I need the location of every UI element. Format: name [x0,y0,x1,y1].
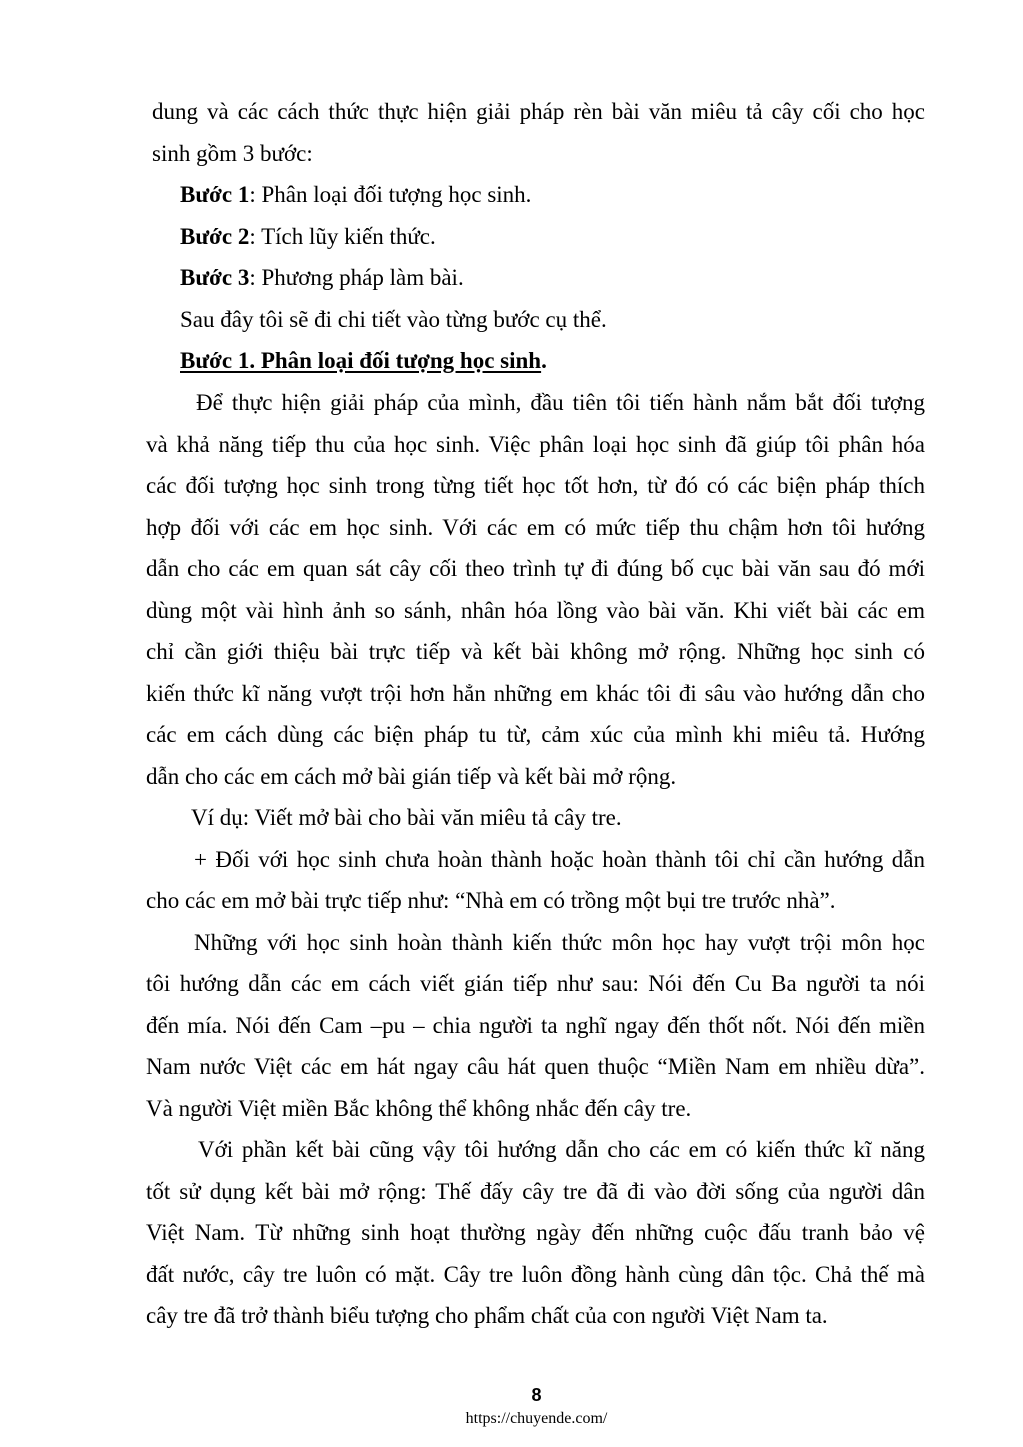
text-line: dẫn cho các em quan sát cây cối theo trình tự đi đúng bố cục bài văn sau đó mới [146,556,925,581]
text-line: Ví dụ: Viết mở bài cho bài văn miêu tả cây tre. [191,805,622,830]
step-2 [180,223,436,251]
text-line: cây tre đã trở thành biểu tượng cho phẩm chất của con người Việt Nam ta. [146,1303,828,1328]
text-line: dung và các cách thức thực hiện giải pháp rèn bài văn miêu tả cây cối cho học [152,99,925,124]
text-line: Sau đây tôi sẽ đi chi tiết vào từng bước cụ thể. [180,307,607,332]
text-line: các đối tượng học sinh trong từng tiết học tốt hơn, từ đó có các biện pháp thích [146,473,925,498]
footer-url[interactable]: https://chuyende.com/ [465,1410,608,1427]
text-line: chỉ cần giới thiệu bài trực tiếp và kết bài không mở rộng. Những học sinh có [146,639,925,664]
step-text: : Phương pháp làm bài. [249,265,464,290]
text-line: đến mía. Nói đến Cam –pu – chia người ta nghĩ ngay đến thốt nốt. Nói đến miền [146,1013,925,1038]
section-heading-end: . [541,348,547,373]
text-line: cho các em mở bài trực tiếp như: “Nhà em có trồng một bụi tre trước nhà”. [146,888,836,913]
page-number: 8 [531,1385,542,1405]
step-label: Bước 2 [180,224,250,249]
text-line: tốt sử dụng kết bài mở rộng: Thế đấy cây tre đã đi vào đời sống của người dân [146,1179,925,1204]
text-line: đất nước, cây tre luôn có mặt. Cây tre luôn đồng hành cùng dân tộc. Chả thế mà [146,1262,925,1287]
text-line: sinh gồm 3 bước: [152,141,313,166]
step-text: : Tích lũy kiến thức. [249,224,436,249]
section-heading-text: Bước 1. Phân loại đối tượng học sinh [180,348,542,373]
text-line: Với phần kết bài cũng vậy tôi hướng dẫn cho các em có kiến thức kĩ năng [198,1137,925,1162]
text-line: dùng một vài hình ảnh so sánh, nhân hóa lồng vào bài văn. Khi viết bài các em [146,598,925,623]
text-line: các em cách dùng các biện pháp tu từ, cảm xúc của mình khi miêu tả. Hướng [146,722,925,747]
text-line: Để thực hiện giải pháp của mình, đầu tiên tôi tiến hành nắm bắt đối tượng [196,390,925,415]
text-line: hợp đối với các em học sinh. Với các em có mức tiếp thu chậm hơn tôi hướng [146,515,925,540]
step-text: : Phân loại đối tượng học sinh. [249,182,532,207]
text-line: Những với học sinh hoàn thành kiến thức môn học hay vượt trội môn học [194,930,925,955]
text-line: kiến thức kĩ năng vượt trội hơn hẳn những em khác tôi đi sâu vào hướng dẫn cho [146,681,925,706]
section-heading [180,347,547,375]
text-line: và khả năng tiếp thu của học sinh. Việc phân loại học sinh đã giúp tôi phân hóa [146,432,925,457]
text-line: Việt Nam. Từ những sinh hoạt thường ngày đến những cuộc đấu tranh bảo vệ [146,1220,925,1245]
step-1 [180,181,531,209]
text-line: Nam nước Việt các em hát ngay câu hát quen thuộc “Miền Nam em nhiều dừa”. [146,1054,925,1079]
text-line: + Đối với học sinh chưa hoàn thành hoặc hoàn thành tôi chỉ cần hướng dẫn [194,847,925,872]
text-line: Và người Việt miền Bắc không thể không nhắc đến cây tre. [146,1096,692,1121]
step-label: Bước 1 [180,182,250,207]
text-line: dẫn cho các em cách mở bài gián tiếp và kết bài mở rộng. [146,764,677,789]
text-line: tôi hướng dẫn các em cách viết gián tiếp như sau: Nói đến Cu Ba người ta nói [146,971,925,996]
step-label: Bước 3 [180,265,250,290]
step-3 [180,264,464,292]
